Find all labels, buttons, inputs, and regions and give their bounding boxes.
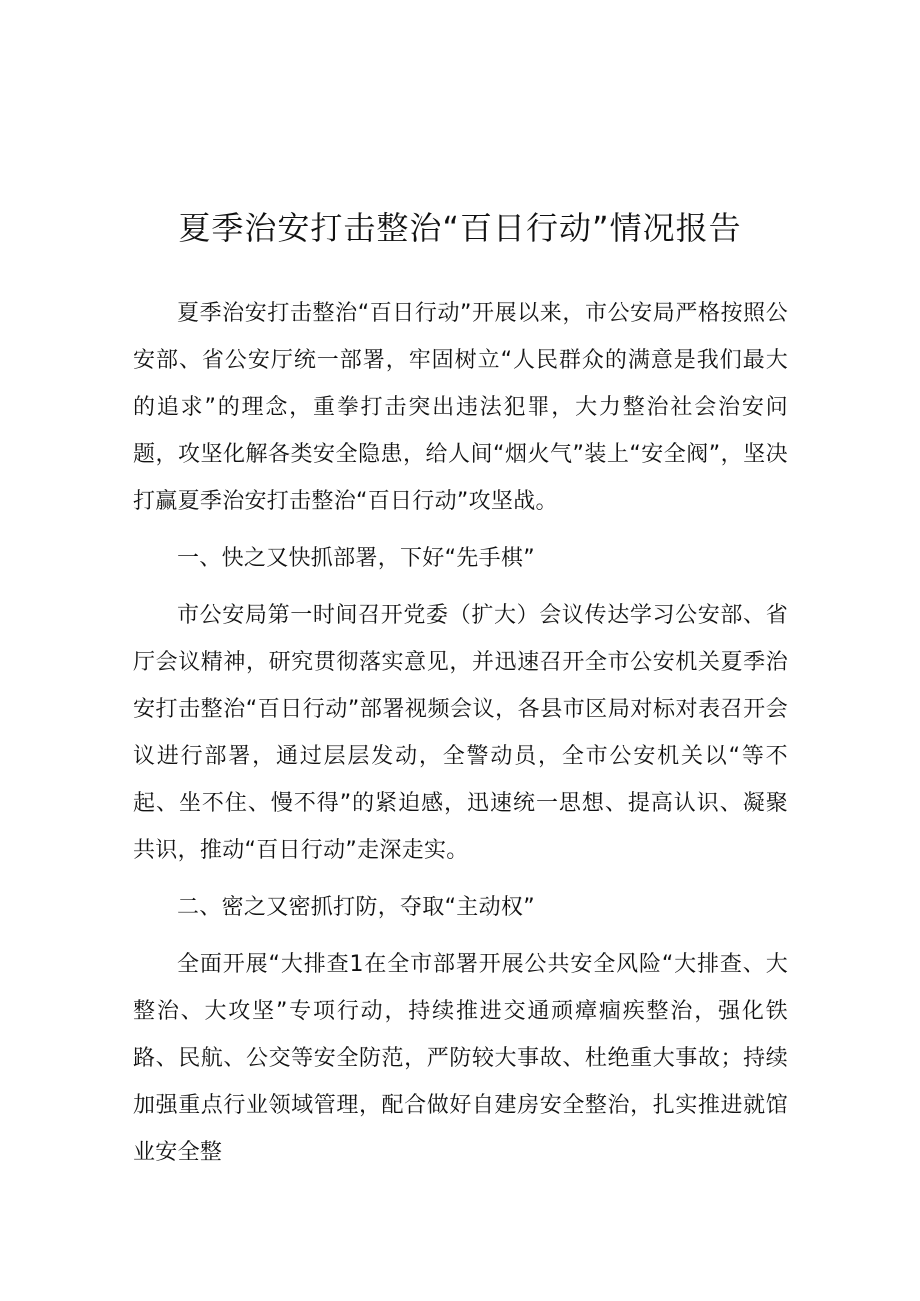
document-title: 夏季治安打击整治“百日行动”情况报告 [178,209,742,247]
section-2-paragraph: 全面开展“大排查1在全市部署开展公共安全风险“大排查、大整治、大攻坚”专项行动，持续推进交通顽瘴痼疾整治，强化铁路、民航、公交等安全防范，严防较大事故、杜绝重大事故；持续加强重点行业领域管理，配合做好自建房安全整治，扎实推进就馆业安全整 [133,952,788,1165]
section-1-paragraph: 市公安局第一时间召开党委（扩大）会议传达学习公安部、省厅会议精神，研究贯彻落实意见，并迅速召开全市公安机关夏季治安打击整治“百日行动”部署视频会议，各县市区局对标对表召开会议进行部署，通过层层发动，全警动员，全市公安机关以“等不起、坐不住、慢不得”的紧迫感，迅速统一思想、提高认识、凝聚共识，推动“百日行动”走深走实。 [133,603,788,863]
section-2-heading: 二、密之又密抓打防，夺取“主动权” [177,895,535,920]
intro-paragraph: 夏季治安打击整治“百日行动”开展以来，市公安局严格按照公安部、省公安厅统一部署，牢固树立“人民群众的满意是我们最大的追求”的理念，重拳打击突出违法犯罪，大力整治社会治安问题，攻坚化解各类安全隐患，给人间“烟火气”装上“安全阀”，坚决打赢夏季治安打击整治“百日行动”攻坚战。 [133,301,788,514]
document-body [133,290,788,1186]
section-1-heading: 一、快之又快抓部署，下好“先手棋” [177,546,535,571]
